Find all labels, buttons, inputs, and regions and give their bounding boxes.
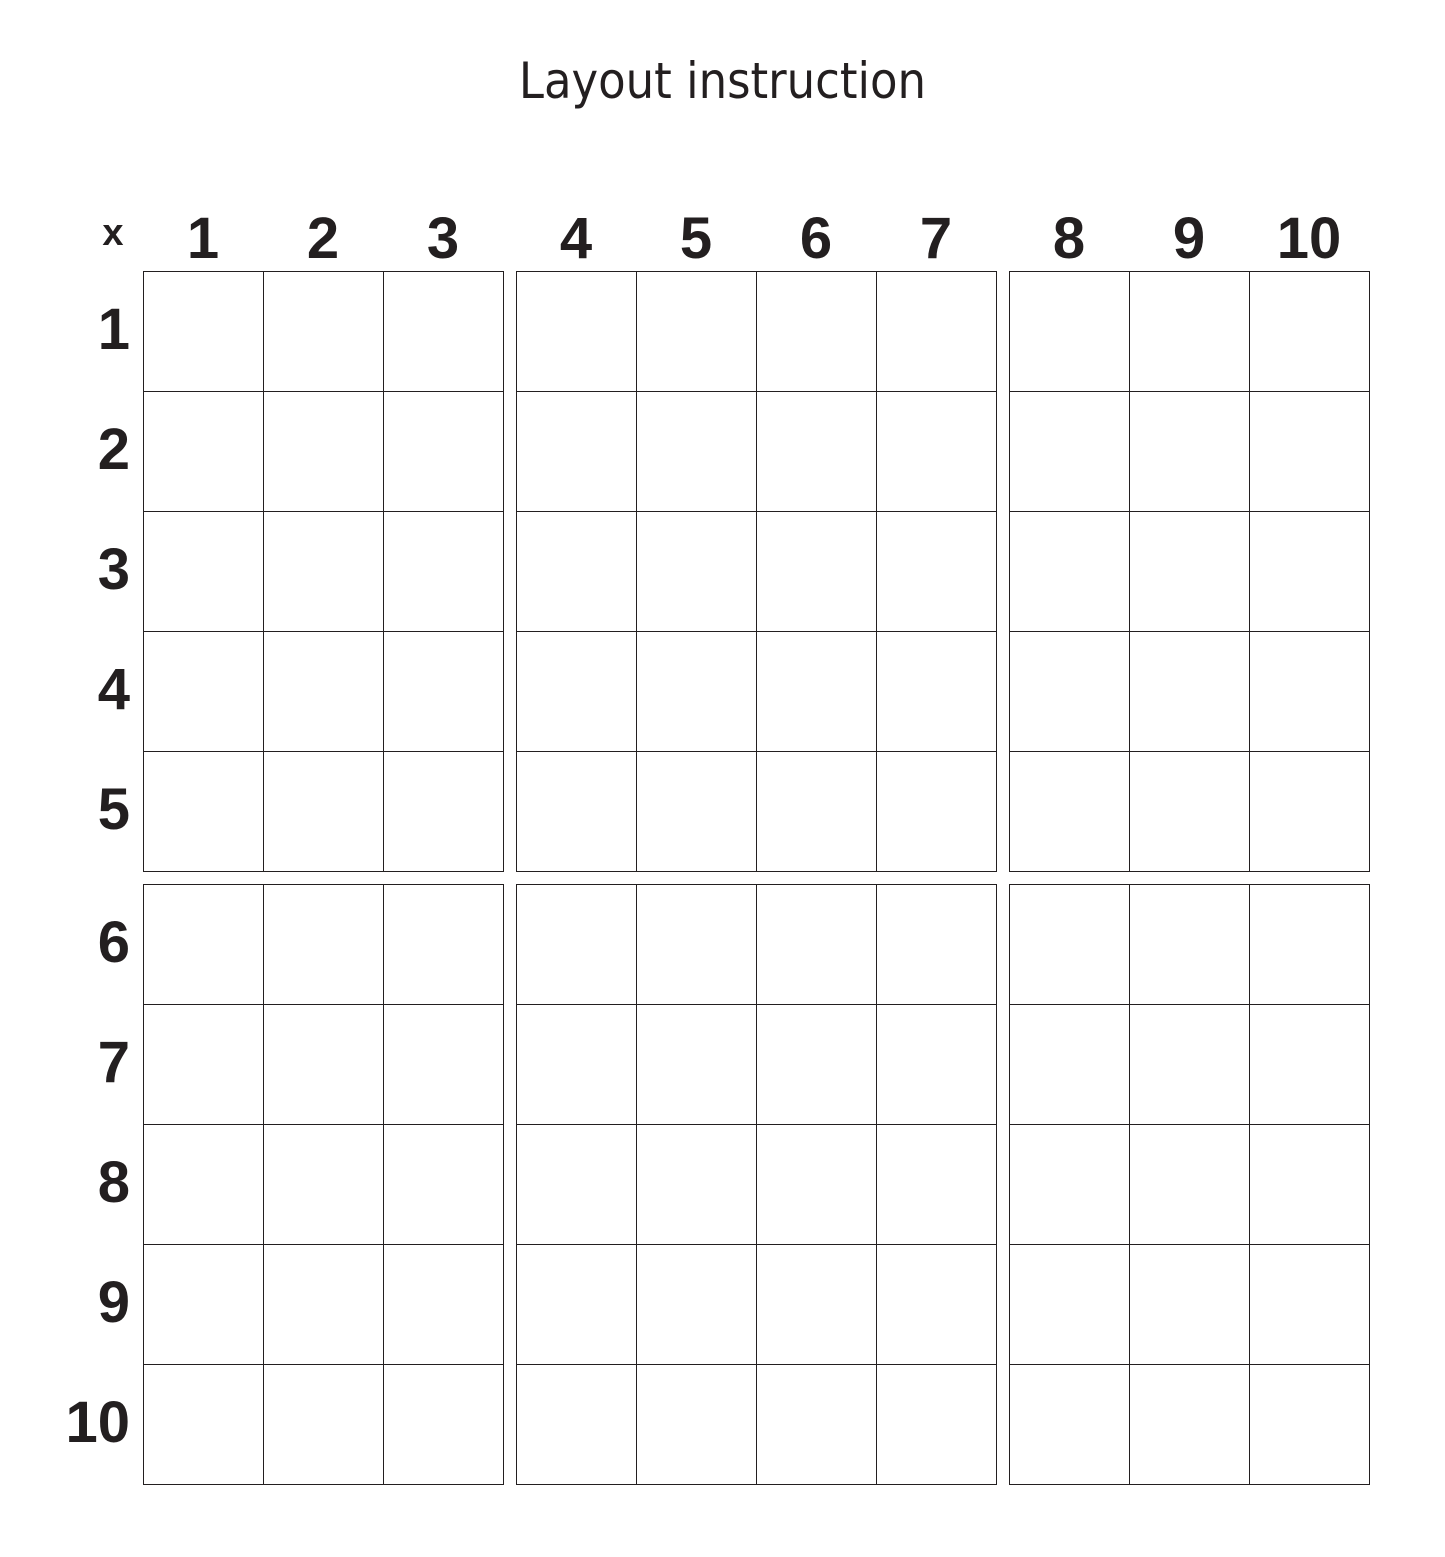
grid-cell-r5-c10[interactable] bbox=[1250, 752, 1370, 872]
grid-cell-r2-c2[interactable] bbox=[264, 392, 384, 512]
grid-cell-r5-c5[interactable] bbox=[637, 752, 757, 872]
row-label-8: 8 bbox=[97, 1150, 130, 1215]
grid-cell-r3-c8[interactable] bbox=[1010, 512, 1130, 632]
grid-cell-r4-c5[interactable] bbox=[637, 632, 757, 752]
grid-block bbox=[1009, 884, 1370, 1485]
row-label-1: 1 bbox=[97, 297, 130, 362]
grid-cell-r8-c10[interactable] bbox=[1250, 1125, 1370, 1245]
grid-cell-r6-c7[interactable] bbox=[877, 885, 997, 1005]
grid-cell-r1-c8[interactable] bbox=[1010, 272, 1130, 392]
grid-cell-r7-c3[interactable] bbox=[384, 1005, 504, 1125]
grid-cell-r6-c8[interactable] bbox=[1010, 885, 1130, 1005]
grid-cell-r8-c8[interactable] bbox=[1010, 1125, 1130, 1245]
grid-cell-r1-c3[interactable] bbox=[384, 272, 504, 392]
grid-cell-r1-c9[interactable] bbox=[1130, 272, 1250, 392]
grid-cell-r5-c8[interactable] bbox=[1010, 752, 1130, 872]
grid-cell-r2-c1[interactable] bbox=[144, 392, 264, 512]
grid-block bbox=[1009, 271, 1370, 872]
column-label-8: 8 bbox=[1052, 206, 1086, 271]
grid-cell-r9-c9[interactable] bbox=[1130, 1245, 1250, 1365]
grid-cell-r6-c6[interactable] bbox=[757, 885, 877, 1005]
column-label-4: 4 bbox=[559, 206, 593, 271]
grid-cell-r10-c3[interactable] bbox=[384, 1365, 504, 1485]
grid-cell-r4-c7[interactable] bbox=[877, 632, 997, 752]
grid-cell-r8-c1[interactable] bbox=[144, 1125, 264, 1245]
grid-cell-r6-c9[interactable] bbox=[1130, 885, 1250, 1005]
grid-cell-r6-c2[interactable] bbox=[264, 885, 384, 1005]
grid-cell-r2-c5[interactable] bbox=[637, 392, 757, 512]
grid-cell-r1-c4[interactable] bbox=[517, 272, 637, 392]
row-label-4: 4 bbox=[97, 657, 130, 722]
grid-cell-r6-c10[interactable] bbox=[1250, 885, 1370, 1005]
grid-cell-r1-c2[interactable] bbox=[264, 272, 384, 392]
grid-cell-r10-c6[interactable] bbox=[757, 1365, 877, 1485]
row-label-2: 2 bbox=[97, 417, 130, 482]
grid-cell-r10-c1[interactable] bbox=[144, 1365, 264, 1485]
column-label-1: 1 bbox=[186, 206, 220, 271]
grid-cell-r6-c4[interactable] bbox=[517, 885, 637, 1005]
grid-cell-r3-c10[interactable] bbox=[1250, 512, 1370, 632]
grid-cell-r7-c6[interactable] bbox=[757, 1005, 877, 1125]
grid-cell-r7-c2[interactable] bbox=[264, 1005, 384, 1125]
grid-cell-r8-c3[interactable] bbox=[384, 1125, 504, 1245]
grid-cell-r9-c4[interactable] bbox=[517, 1245, 637, 1365]
grid-cell-r9-c6[interactable] bbox=[757, 1245, 877, 1365]
grid-cell-r6-c5[interactable] bbox=[637, 885, 757, 1005]
grid-cell-r5-c9[interactable] bbox=[1130, 752, 1250, 872]
grid-cell-r4-c6[interactable] bbox=[757, 632, 877, 752]
grid-cell-r7-c4[interactable] bbox=[517, 1005, 637, 1125]
grid-cell-r7-c1[interactable] bbox=[144, 1005, 264, 1125]
grid-cell-r2-c3[interactable] bbox=[384, 392, 504, 512]
grid-cell-r9-c8[interactable] bbox=[1010, 1245, 1130, 1365]
grid-cell-r1-c5[interactable] bbox=[637, 272, 757, 392]
corner-label: x bbox=[102, 212, 124, 254]
grid-cell-r5-c3[interactable] bbox=[384, 752, 504, 872]
grid-block bbox=[143, 271, 504, 872]
grid-cell-r9-c7[interactable] bbox=[877, 1245, 997, 1365]
grid-cell-r2-c9[interactable] bbox=[1130, 392, 1250, 512]
grid-cell-r5-c7[interactable] bbox=[877, 752, 997, 872]
grid-cell-r10-c7[interactable] bbox=[877, 1365, 997, 1485]
grid-cell-r3-c1[interactable] bbox=[144, 512, 264, 632]
grid-cell-r9-c1[interactable] bbox=[144, 1245, 264, 1365]
grid-cell-r8-c7[interactable] bbox=[877, 1125, 997, 1245]
grid-cell-r9-c10[interactable] bbox=[1250, 1245, 1370, 1365]
column-label-9: 9 bbox=[1172, 206, 1206, 271]
grid-cell-r4-c10[interactable] bbox=[1250, 632, 1370, 752]
grid-cell-r8-c9[interactable] bbox=[1130, 1125, 1250, 1245]
column-label-7: 7 bbox=[919, 206, 953, 271]
row-label-3: 3 bbox=[97, 537, 130, 602]
grid-cell-r9-c2[interactable] bbox=[264, 1245, 384, 1365]
grid-cell-r3-c2[interactable] bbox=[264, 512, 384, 632]
grid-block bbox=[143, 884, 504, 1485]
grid-cell-r7-c10[interactable] bbox=[1250, 1005, 1370, 1125]
grid-cell-r2-c4[interactable] bbox=[517, 392, 637, 512]
grid-cell-r7-c8[interactable] bbox=[1010, 1005, 1130, 1125]
grid-cell-r5-c4[interactable] bbox=[517, 752, 637, 872]
grid-cell-r10-c4[interactable] bbox=[517, 1365, 637, 1485]
grid-cell-r10-c10[interactable] bbox=[1250, 1365, 1370, 1485]
grid-cell-r5-c2[interactable] bbox=[264, 752, 384, 872]
grid-cell-r8-c4[interactable] bbox=[517, 1125, 637, 1245]
grid-cell-r2-c6[interactable] bbox=[757, 392, 877, 512]
row-label-9: 9 bbox=[97, 1270, 130, 1335]
grid-cell-r10-c8[interactable] bbox=[1010, 1365, 1130, 1485]
grid-cell-r7-c5[interactable] bbox=[637, 1005, 757, 1125]
grid-cell-r2-c10[interactable] bbox=[1250, 392, 1370, 512]
grid-cell-r1-c10[interactable] bbox=[1250, 272, 1370, 392]
grid-block bbox=[516, 884, 997, 1485]
grid-cell-r5-c1[interactable] bbox=[144, 752, 264, 872]
page-title: Layout instruction bbox=[518, 52, 927, 110]
grid-cell-r3-c9[interactable] bbox=[1130, 512, 1250, 632]
grid-block bbox=[516, 271, 997, 872]
column-label-2: 2 bbox=[306, 206, 340, 271]
grid-cell-r2-c8[interactable] bbox=[1010, 392, 1130, 512]
grid-cell-r1-c7[interactable] bbox=[877, 272, 997, 392]
grid-cell-r1-c6[interactable] bbox=[757, 272, 877, 392]
grid-cell-r10-c2[interactable] bbox=[264, 1365, 384, 1485]
grid-cell-r4-c9[interactable] bbox=[1130, 632, 1250, 752]
row-label-10: 10 bbox=[65, 1390, 130, 1455]
grid-cell-r4-c2[interactable] bbox=[264, 632, 384, 752]
column-label-5: 5 bbox=[679, 206, 713, 271]
grid-cell-r4-c1[interactable] bbox=[144, 632, 264, 752]
grid-cell-r4-c4[interactable] bbox=[517, 632, 637, 752]
grid-cell-r9-c5[interactable] bbox=[637, 1245, 757, 1365]
row-label-6: 6 bbox=[97, 910, 130, 975]
grid-cell-r2-c7[interactable] bbox=[877, 392, 997, 512]
column-label-3: 3 bbox=[426, 206, 460, 271]
row-label-5: 5 bbox=[97, 777, 130, 842]
grid-cell-r5-c6[interactable] bbox=[757, 752, 877, 872]
grid-cell-r6-c1[interactable] bbox=[144, 885, 264, 1005]
grid-cell-r8-c2[interactable] bbox=[264, 1125, 384, 1245]
grid-cell-r8-c6[interactable] bbox=[757, 1125, 877, 1245]
grid-cell-r10-c9[interactable] bbox=[1130, 1365, 1250, 1485]
row-label-7: 7 bbox=[97, 1030, 130, 1095]
grid-cell-r4-c8[interactable] bbox=[1010, 632, 1130, 752]
grid-cell-r6-c3[interactable] bbox=[384, 885, 504, 1005]
grid-cell-r8-c5[interactable] bbox=[637, 1125, 757, 1245]
grid-cell-r9-c3[interactable] bbox=[384, 1245, 504, 1365]
grid-cell-r3-c6[interactable] bbox=[757, 512, 877, 632]
grid-cell-r1-c1[interactable] bbox=[144, 272, 264, 392]
grid-cell-r3-c7[interactable] bbox=[877, 512, 997, 632]
grid-cell-r7-c9[interactable] bbox=[1130, 1005, 1250, 1125]
column-label-6: 6 bbox=[799, 206, 833, 271]
grid-cell-r3-c4[interactable] bbox=[517, 512, 637, 632]
grid-cell-r10-c5[interactable] bbox=[637, 1365, 757, 1485]
grid-cell-r3-c3[interactable] bbox=[384, 512, 504, 632]
column-label-10: 10 bbox=[1276, 206, 1342, 271]
grid-cell-r3-c5[interactable] bbox=[637, 512, 757, 632]
grid-cell-r7-c7[interactable] bbox=[877, 1005, 997, 1125]
grid-cell-r4-c3[interactable] bbox=[384, 632, 504, 752]
